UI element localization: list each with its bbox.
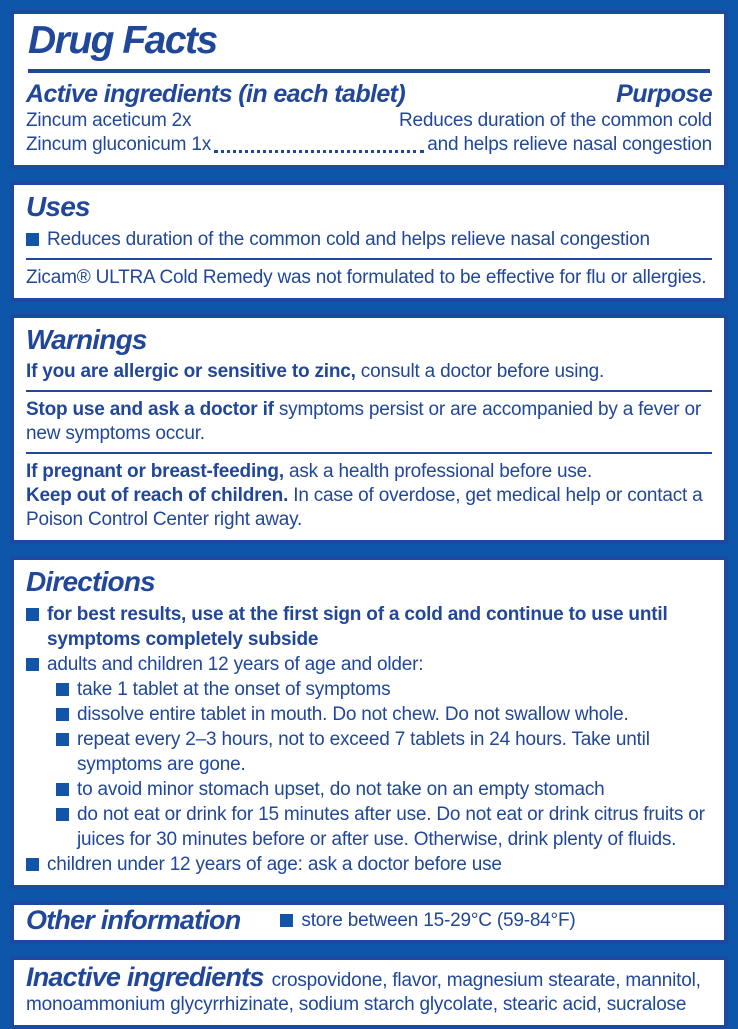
directions-subitem: repeat every 2–3 hours, not to exceed 7 tablets in 24 hours. Take until symptoms are gone. bbox=[56, 727, 712, 777]
warning-paragraph bbox=[26, 398, 712, 446]
purpose-header: Purpose bbox=[616, 79, 712, 108]
warning-bold-lead: Keep out of reach of children. bbox=[26, 485, 289, 507]
uses-bullet-item bbox=[26, 227, 712, 252]
bullet-square-icon bbox=[26, 858, 39, 871]
warning-text: consult a doctor before using. bbox=[355, 361, 605, 383]
directions-item: for best results, use at the first sign of a cold and continue to use until symptoms completely subside bbox=[26, 602, 712, 652]
bullet-square-icon bbox=[56, 733, 69, 746]
bullet-square-icon bbox=[280, 914, 293, 927]
other-information-item bbox=[280, 908, 575, 933]
directions-header: Directions bbox=[26, 566, 155, 598]
bullet-square-icon bbox=[26, 658, 39, 671]
divider bbox=[28, 69, 710, 73]
divider bbox=[26, 390, 712, 392]
active-ingredients-header: Active ingredients (in each tablet) bbox=[26, 79, 406, 108]
warning-bold-lead: If pregnant or breast-feeding, bbox=[26, 461, 284, 483]
directions-item: children under 12 years of age: ask a doctor before use bbox=[26, 852, 712, 877]
directions-subitem: to avoid minor stomach upset, do not take on an empty stomach bbox=[56, 777, 712, 802]
drug-facts-title: Drug Facts bbox=[28, 19, 217, 62]
ingredient-purpose: Reduces duration of the common cold bbox=[398, 109, 712, 131]
active-ingredients-header-row bbox=[26, 79, 712, 109]
section-title-active-ingredients bbox=[10, 10, 728, 169]
bullet-square-icon bbox=[26, 233, 39, 246]
ingredient-row bbox=[26, 133, 712, 157]
section-other-information bbox=[10, 901, 728, 944]
bullet-square-icon bbox=[56, 683, 69, 696]
section-directions bbox=[10, 556, 728, 889]
ingredient-purpose: and helps relieve nasal congestion bbox=[427, 133, 712, 155]
storage-instructions: store between 15-29°C (59-84°F) bbox=[301, 910, 576, 932]
dotted-leader bbox=[214, 150, 424, 153]
warning-paragraph bbox=[26, 484, 712, 532]
bullet-square-icon bbox=[26, 608, 39, 621]
bullet-square-icon bbox=[56, 708, 69, 721]
inactive-ingredients-paragraph bbox=[26, 964, 712, 1017]
warnings-header: Warnings bbox=[26, 324, 147, 356]
warning-text: In case of overdose, get medical help or contact a Poison Control Center right away. bbox=[26, 485, 703, 531]
bullet-square-icon bbox=[56, 783, 69, 796]
bullet-square-icon bbox=[56, 808, 69, 821]
ingredient-name: Zincum gluconicum 1x bbox=[26, 133, 212, 155]
section-inactive-ingredients bbox=[10, 956, 728, 1029]
directions-subitem: dissolve entire tablet in mouth. Do not chew. Do not swallow whole. bbox=[56, 702, 712, 727]
warning-paragraph bbox=[26, 360, 712, 384]
ingredient-row bbox=[26, 109, 712, 133]
warning-paragraph bbox=[26, 460, 712, 484]
warning-bold-lead: Stop use and ask a doctor if bbox=[26, 399, 274, 421]
directions-item: adults and children 12 years of age and older: bbox=[26, 652, 712, 677]
section-warnings bbox=[10, 314, 728, 544]
uses-note: Zicam® ULTRA Cold Remedy was not formulated to be effective for flu or allergies. bbox=[26, 267, 707, 289]
uses-bullet-text: Reduces duration of the common cold and helps relieve nasal congestion bbox=[47, 229, 650, 251]
directions-subitem: take 1 tablet at the onset of symptoms bbox=[56, 677, 712, 702]
warning-text: symptoms persist or are accompanied by a fever or new symptoms occur. bbox=[26, 399, 701, 445]
divider bbox=[26, 258, 712, 260]
inactive-ingredients-header: Inactive ingredients bbox=[26, 962, 264, 993]
inactive-ingredients-list: crospovidone, flavor, magnesium stearate, mannitol, monoammonium glycyrrhizinate, sodium starch glycolate, stearic acid, sucralose bbox=[26, 970, 701, 1016]
warning-text: ask a health professional before use. bbox=[283, 461, 593, 483]
ingredient-name: Zincum aceticum 2x bbox=[26, 109, 192, 131]
section-uses bbox=[10, 181, 728, 302]
divider bbox=[26, 452, 712, 454]
other-information-header: Other information bbox=[26, 905, 241, 936]
directions-subitem: do not eat or drink for 15 minutes after use. Do not eat or drink citrus fruits or juices for 30 minutes before or after use. Otherwise, drink plenty of fluids. bbox=[56, 802, 712, 852]
uses-header: Uses bbox=[26, 190, 90, 222]
warning-bold-lead: If you are allergic or sensitive to zinc, bbox=[26, 361, 356, 383]
